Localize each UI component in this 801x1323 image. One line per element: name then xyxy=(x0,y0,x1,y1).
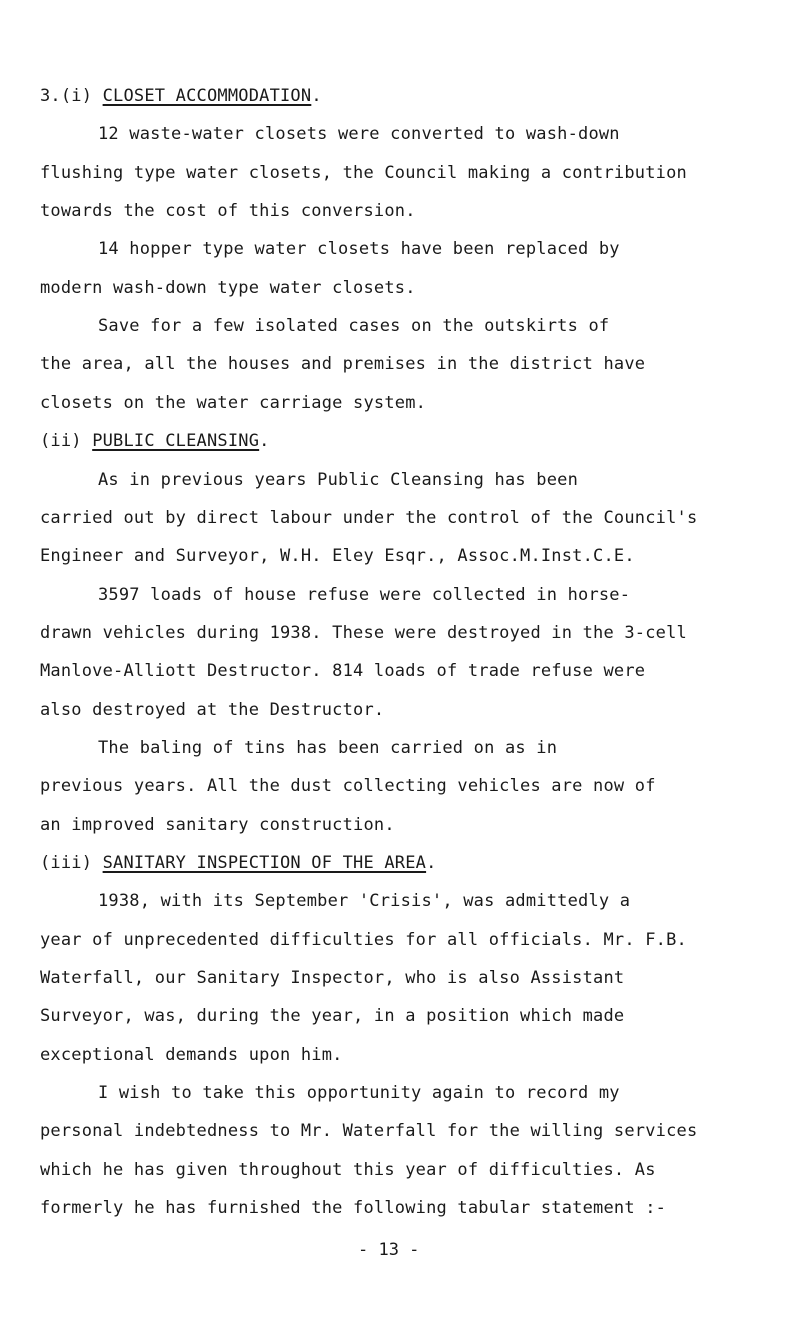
section-heading-sanitary-inspection xyxy=(40,852,437,874)
paragraph-line: Surveyor, was, during the year, in a position which made xyxy=(40,1006,625,1026)
paragraph-line: also destroyed at the Destructor. xyxy=(40,700,385,720)
section-title: CLOSET ACCOMMODATION xyxy=(102,86,312,106)
section-title-period: . xyxy=(259,431,270,451)
section-number: (ii) xyxy=(40,431,93,451)
paragraph-line: drawn vehicles during 1938. These were destroyed in the 3-cell xyxy=(40,623,687,643)
paragraph-line: Engineer and Surveyor, W.H. Eley Esqr., Assoc.M.Inst.C.E. xyxy=(40,546,635,566)
section-heading-closet-accommodation xyxy=(40,85,322,107)
paragraph-line: personal indebtedness to Mr. Waterfall for the willing services xyxy=(40,1121,698,1141)
paragraph-line: previous years. All the dust collecting vehicles are now of xyxy=(40,776,656,796)
paragraph-line: The baling of tins has been carried on as in xyxy=(98,738,558,758)
section-title-period: . xyxy=(426,853,437,873)
paragraph-line: formerly he has furnished the following tabular statement :- xyxy=(40,1198,667,1218)
section-title: SANITARY INSPECTION OF THE AREA xyxy=(102,853,427,873)
paragraph-line: 14 hopper type water closets have been replaced by xyxy=(98,239,620,259)
paragraph-line: As in previous years Public Cleansing has been xyxy=(98,470,579,490)
paragraph-line: which he has given throughout this year of difficulties. As xyxy=(40,1160,656,1180)
paragraph-line: modern wash-down type water closets. xyxy=(40,278,416,298)
paragraph-line: 12 waste-water closets were converted to wash-down xyxy=(98,124,620,144)
paragraph-line: flushing type water closets, the Council making a contribution xyxy=(40,163,687,183)
paragraph-line: Waterfall, our Sanitary Inspector, who is also Assistant xyxy=(40,968,625,988)
paragraph-line: closets on the water carriage system. xyxy=(40,393,427,413)
paragraph-line: exceptional demands upon him. xyxy=(40,1045,343,1065)
paragraph-line: I wish to take this opportunity again to record my xyxy=(98,1083,620,1103)
paragraph-line: Save for a few isolated cases on the outskirts of xyxy=(98,316,610,336)
section-title-period: . xyxy=(311,86,322,106)
paragraph-line: towards the cost of this conversion. xyxy=(40,201,416,221)
paragraph-line: Manlove-Alliott Destructor. 814 loads of trade refuse were xyxy=(40,661,646,681)
section-number: 3.(i) xyxy=(40,86,103,106)
section-title: PUBLIC CLEANSING xyxy=(92,431,260,451)
paragraph-line: carried out by direct labour under the control of the Council's xyxy=(40,508,698,528)
section-heading-public-cleansing xyxy=(40,430,270,452)
paragraph-line: 1938, with its September 'Crisis', was admittedly a xyxy=(98,891,631,911)
page-number: - 13 - xyxy=(358,1240,420,1260)
paragraph-line: an improved sanitary construction. xyxy=(40,815,395,835)
paragraph-line: the area, all the houses and premises in the district have xyxy=(40,354,646,374)
paragraph-line: year of unprecedented difficulties for all officials. Mr. F.B. xyxy=(40,930,687,950)
paragraph-line: 3597 loads of house refuse were collected in horse- xyxy=(98,585,631,605)
section-number: (iii) xyxy=(40,853,103,873)
